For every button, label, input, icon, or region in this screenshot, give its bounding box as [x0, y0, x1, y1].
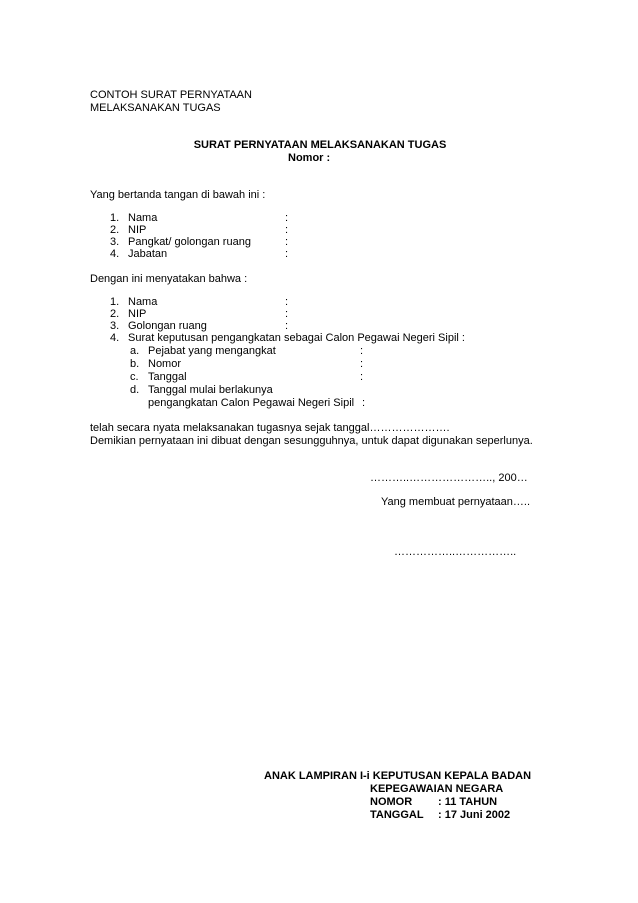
- footer-tanggal-value: : 17 Juni 2002: [438, 809, 511, 821]
- s2-sub-c-label: Tanggal: [148, 371, 187, 383]
- document-title: SURAT PERNYATAAN MELAKSANAKAN TUGAS: [193, 139, 447, 151]
- document-nomor: Nomor :: [288, 152, 331, 164]
- signature-name-line: ……………..……………..: [394, 546, 517, 558]
- s1-item-4-num: 4.: [110, 248, 120, 260]
- s2-sub-a-colon: :: [360, 345, 364, 357]
- footer-tanggal-label: TANGGAL: [370, 809, 424, 821]
- s2-item-4-num: 4.: [110, 332, 120, 344]
- s2-sub-b-letter: b.: [130, 358, 140, 370]
- s1-item-3-label: Pangkat/ golongan ruang: [128, 236, 251, 248]
- section2-intro: Dengan ini menyatakan bahwa :: [90, 273, 248, 285]
- signature-place-date: ………..………………….., 200…: [370, 472, 528, 484]
- s2-item-3-colon: :: [285, 320, 289, 332]
- s2-item-1-num: 1.: [110, 296, 120, 308]
- s2-sub-d-letter: d.: [130, 384, 140, 396]
- closing-line-1: telah secara nyata melaksanakan tugasnya sejak tanggal………………….: [90, 422, 450, 434]
- s1-item-1-label: Nama: [128, 212, 158, 224]
- s1-item-2-label: NIP: [128, 224, 147, 236]
- s1-item-4-label: Jabatan: [128, 248, 168, 260]
- s1-item-2-colon: :: [285, 224, 289, 236]
- s2-sub-b-colon: :: [360, 358, 364, 370]
- s2-item-1-colon: :: [285, 296, 289, 308]
- footer-line-2: KEPEGAWAIAN NEGARA: [370, 783, 504, 795]
- s2-item-4-label: Surat keputusan pengangkatan sebagai Calon Pegawai Negeri Sipil :: [128, 332, 465, 344]
- s2-sub-b-label: Nomor: [148, 358, 182, 370]
- s2-item-2-num: 2.: [110, 308, 120, 320]
- closing-line-2: Demikian pernyataan ini dibuat dengan sesungguhnya, untuk dapat digunakan seperlunya.: [90, 435, 533, 447]
- s2-sub-a-letter: a.: [130, 345, 140, 357]
- footer-nomor-value: : 11 TAHUN: [438, 796, 498, 808]
- s2-sub-c-letter: c.: [130, 371, 139, 383]
- s1-item-1-num: 1.: [110, 212, 120, 224]
- s2-sub-d-colon: :: [362, 397, 366, 409]
- s2-item-2-label: NIP: [128, 308, 147, 320]
- s2-sub-d-label-2: pengangkatan Calon Pegawai Negeri Sipil: [148, 397, 355, 409]
- s1-item-4-colon: :: [285, 248, 289, 260]
- footer-nomor-label: NOMOR: [370, 796, 413, 808]
- s2-item-3-label: Golongan ruang: [128, 320, 207, 332]
- s1-item-2-num: 2.: [110, 224, 120, 236]
- s1-item-3-num: 3.: [110, 236, 120, 248]
- s1-item-3-colon: :: [285, 236, 289, 248]
- signature-maker: Yang membuat pernyataan…..: [381, 496, 530, 508]
- section1-intro: Yang bertanda tangan di bawah ini :: [90, 189, 266, 201]
- s2-item-1-label: Nama: [128, 296, 158, 308]
- s2-sub-c-colon: :: [360, 371, 364, 383]
- s2-item-3-num: 3.: [110, 320, 120, 332]
- s1-item-1-colon: :: [285, 212, 289, 224]
- s2-item-2-colon: :: [285, 308, 289, 320]
- footer-line-1: ANAK LAMPIRAN I-i KEPUTUSAN KEPALA BADAN: [264, 770, 532, 782]
- header-line-2: MELAKSANAKAN TUGAS: [90, 102, 221, 114]
- s2-sub-a-label: Pejabat yang mengangkat: [148, 345, 276, 357]
- header-line-1: CONTOH SURAT PERNYATAAN: [90, 89, 252, 101]
- s2-sub-d-label: Tanggal mulai berlakunya: [148, 384, 273, 396]
